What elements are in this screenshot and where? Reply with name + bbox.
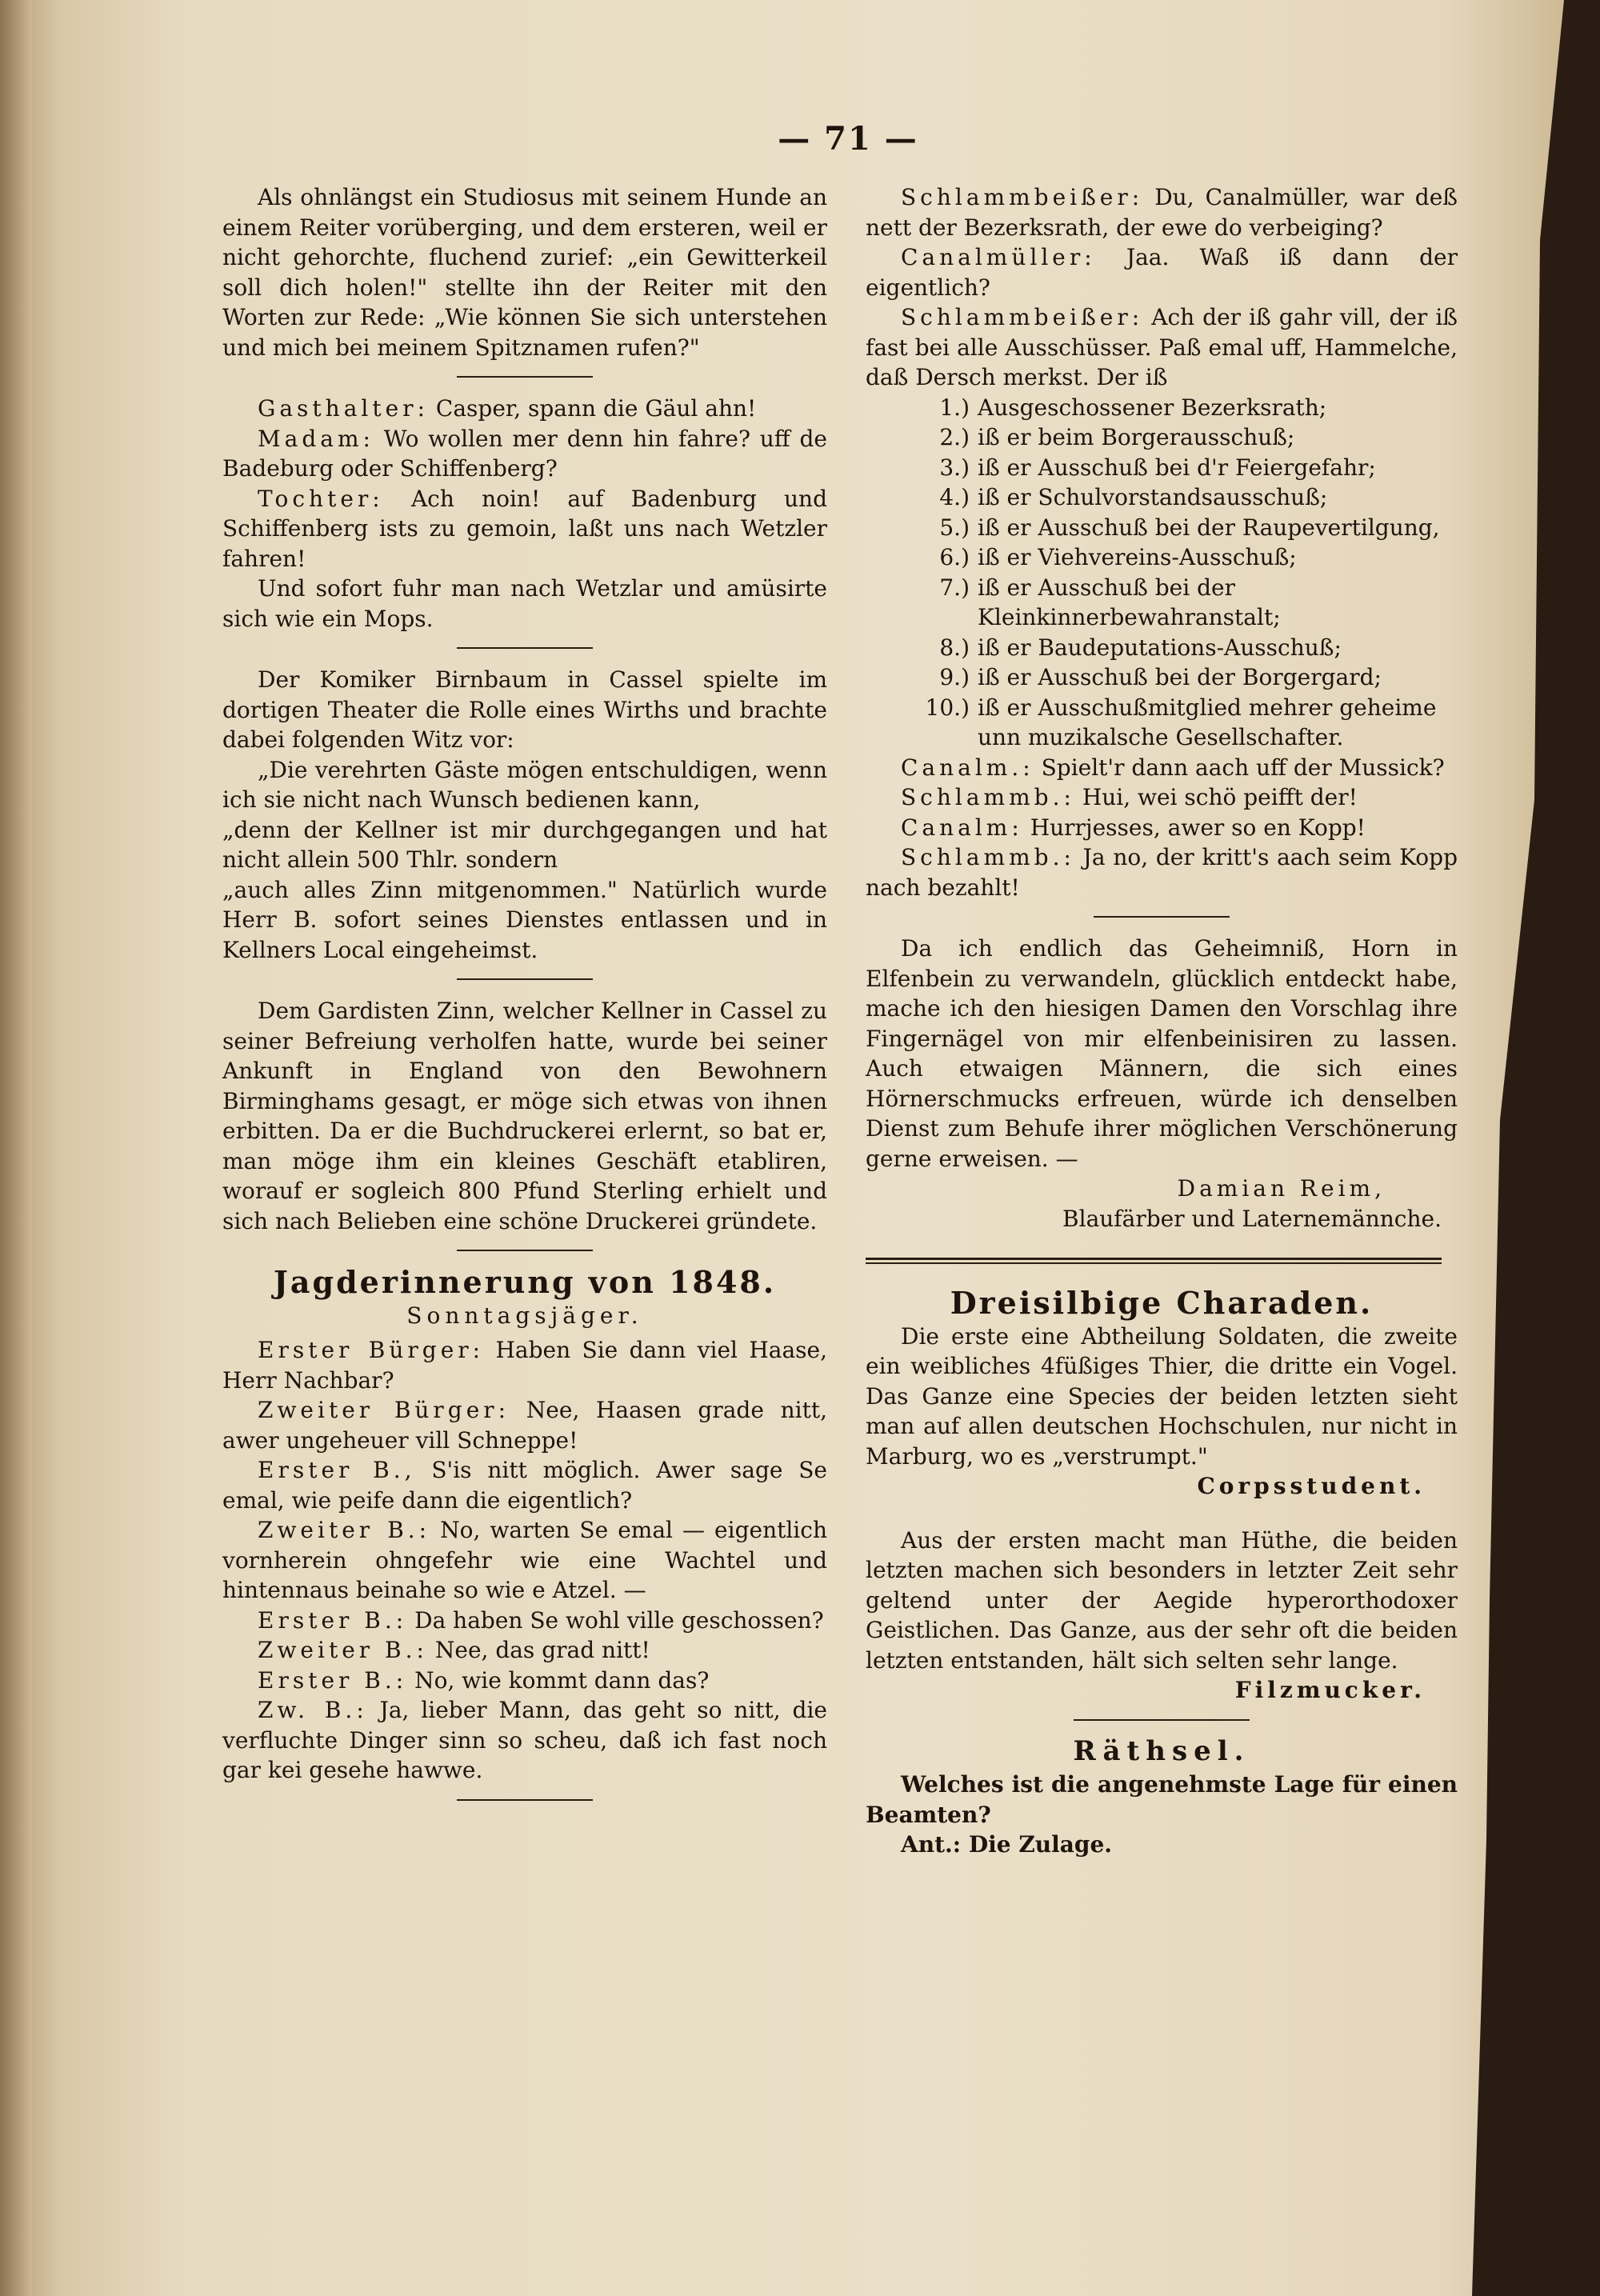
section-divider [866, 1258, 1442, 1264]
dialogue-line: Zweiter B.: Nee, das grad nitt! [258, 1637, 650, 1663]
divider [457, 1250, 593, 1251]
right-column [866, 182, 1458, 1860]
list-item: 9.) iß er Ausschuß bei der Borgergard; [939, 664, 1382, 690]
divider [457, 376, 593, 378]
divider [1094, 916, 1230, 918]
dialogue-line: Zw. B.: Ja, lieber Mann, das geht so nitt, die verfluchte Dinger sinn so scheu, daß ich fast noch gar kei gesehe hawwe. [222, 1697, 827, 1783]
dialogue-line: Canalm: Hurrjesses, awer so en Kopp! [901, 814, 1366, 841]
list-item: 4.) iß er Schulvorstandsausschuß; [939, 484, 1328, 510]
dialogue-line: Zweiter Bürger: Nee, Haasen grade nitt, awer ungeheuer vill Schneppe! [222, 1397, 827, 1454]
dialogue-ending: Und sofort fuhr man nach Wetzlar und amüsirte sich wie ein Mops. [222, 575, 827, 632]
anecdote-quote-line: „Die verehrten Gäste mögen entschuldigen, wenn ich sie nicht nach Wunsch bedienen kann, [222, 756, 827, 813]
list-item: 3.) iß er Ausschuß bei d'r Feiergefahr; [939, 454, 1376, 481]
dialogue-line: Schlammbeißer: Du, Canalmüller, war deß nett der Bezerksrath, der ewe do verbeiging? [866, 184, 1458, 241]
left-column [222, 182, 827, 1817]
dialogue-line: Gasthalter: Casper, spann die Gäul ahn! [258, 395, 757, 422]
divider [457, 647, 593, 649]
riddle-question: Welches ist die angenehmste Lage für einen Beamten? [866, 1771, 1458, 1828]
dialogue-line: Madam: Wo wollen mer denn hin fahre? uff de Badeburg oder Schiffenberg? [222, 425, 827, 482]
committee-list [866, 393, 1458, 753]
divider [457, 978, 593, 980]
list-item: 1.) Ausgeschossener Bezerksrath; [939, 394, 1327, 421]
dialogue-line: Erster Bürger: Haben Sie dann viel Haase, Herr Nachbar? [222, 1337, 827, 1394]
notice-signature: Damian Reim, [1177, 1175, 1386, 1202]
list-item: 7.) iß er Ausschuß bei der Kleinkinnerbewahranstalt; [939, 574, 1281, 630]
hunt-subtitle: Sonntagsjäger. [406, 1302, 643, 1329]
dialogue-line: Schlammbeißer: Ach der iß gahr vill, der iß fast bei alle Ausschüsser. Paß emal uff, Hammelche, daß Dersch merkst. Der iß [866, 304, 1458, 390]
dialogue-line: Schlammb.: Ja no, der kritt's aach seim Kopp nach bezahlt! [866, 844, 1458, 901]
dialogue-line: Canalm.: Spielt'r dann aach uff der Mussick? [901, 754, 1445, 781]
dialogue-line: Canalmüller: Jaa. Waß iß dann der eigentlich? [866, 244, 1458, 301]
dialogue-line: Schlammb.: Hui, wei schö peifft der! [901, 784, 1358, 810]
anecdote-komiker: Der Komiker Birnbaum in Cassel spielte im dortigen Theater die Rolle eines Wirths und brachte dabei folgenden Witz vor: [222, 666, 827, 753]
list-item: 2.) iß er beim Borgerausschuß; [939, 424, 1295, 450]
anecdote-quote-line: „auch alles Zinn mitgenommen." Natürlich wurde Herr B. sofort seines Dienstes entlassen und in Kellners Local eingeheimst. [222, 876, 827, 963]
riddle-title: Räthsel. [1073, 1734, 1250, 1767]
list-item: 5.) iß er Ausschuß bei der Raupevertilgung, [939, 514, 1440, 541]
anecdote-student: Als ohnlängst ein Studiosus mit seinem Hunde an einem Reiter vorüberging, und dem ersteren, weil er nicht gehorchte, fluchend zurief: „ein Gewitterkeil soll dich holen!" stellte ihn der Reiter mit den Worten zur Rede: „Wie können Sie sich unterstehen und mich bei meinem Spitznamen rufen?" [222, 184, 827, 361]
charade-1: Die erste eine Abtheilung Soldaten, die zweite ein weibliches 4füßiges Thier, die dritte ein Vogel. Das Ganze eine Species der beiden letzten sieht man auf allen deutschen Hochschulen, nur nicht in Marburg, wo es „verstrumpt." [866, 1322, 1458, 1470]
charade-title: Dreisilbige Charaden. [950, 1285, 1374, 1321]
dialogue-line: Erster B.: No, wie kommt dann das? [258, 1666, 710, 1694]
list-item: 8.) iß er Baudeputations-Ausschuß; [939, 634, 1342, 661]
divider [1074, 1719, 1250, 1721]
list-item: 6.) iß er Viehvereins-Ausschuß; [939, 544, 1297, 570]
notice-signature-title: Blaufärber und Laternemännche. [1062, 1205, 1442, 1232]
binding-gutter [0, 0, 32, 2296]
dialogue-line: Tochter: Ach noin! auf Badenburg und Schiffenberg ists zu gemoin, laßt uns nach Wetzler fahren! [222, 485, 827, 572]
dialogue-line: Erster B., S'is nitt möglich. Awer sage Se emal, wie peife dann die eigentlich? [222, 1457, 827, 1514]
charade-2: Aus der ersten macht man Hüthe, die beiden letzten machen sich besonders in letzter Zeit sehr geltend unter der Aegide hyperorthodoxer Geistlichen. Das Ganze, aus der sehr oft die beiden letzten entstanden, hält sich selten sehr lange. [866, 1526, 1458, 1674]
notice-text: Da ich endlich das Geheimniß, Horn in Elfenbein zu verwandeln, glücklich entdeckt habe, mache ich den hiesigen Damen den Vorschlag ihre Fingernägel von mir elfenbeinisiren zu lassen. Auch etwaigen Männern, die sich eines Hörnerschmucks erfreuen, würde ich denselben Dienst zum Behufe ihrer möglichen Verschönerung gerne erweisen. — [866, 935, 1458, 1172]
dialogue-line: Erster B.: Da haben Se wohl ville geschossen? [258, 1606, 824, 1634]
anecdote-quote-line: „denn der Kellner ist mir durchgegangen und hat nicht allein 500 Thlr. sondern [222, 816, 827, 873]
page-number: — 71 — [778, 120, 918, 158]
dialogue-line: Zweiter B.: No, warten Se emal — eigentlich vornherein ohngefehr wie eine Wachtel und hintennaus beinahe so wie e Atzel. — [222, 1517, 827, 1603]
anecdote-gardist: Dem Gardisten Zinn, welcher Kellner in Cassel zu seiner Befreiung verholfen hatte, wurde bei seiner Ankunft in England von den Bewohnern Birminghams gesagt, er möge sich etwas von ihnen erbitten. Da er die Buchdruckerei erlernt, so bat er, man möge ihm ein kleines Geschäft etabliren, worauf er sogleich 800 Pfund Sterling erhielt und sich nach Belieben eine schöne Druckerei gründete. [222, 998, 827, 1234]
hunt-title: Jagderinnerung von 1848. [273, 1264, 777, 1300]
list-item: 10.) iß er Ausschußmitglied mehrer geheime unn muzikalsche Gesellschafter. [925, 694, 1437, 750]
charade-1-solver: Corpsstudent. [1197, 1473, 1426, 1499]
divider [457, 1799, 593, 1801]
charade-2-solver: Filzmucker. [1234, 1677, 1426, 1703]
riddle-answer: Ant.: Die Zulage. [901, 1831, 1113, 1858]
